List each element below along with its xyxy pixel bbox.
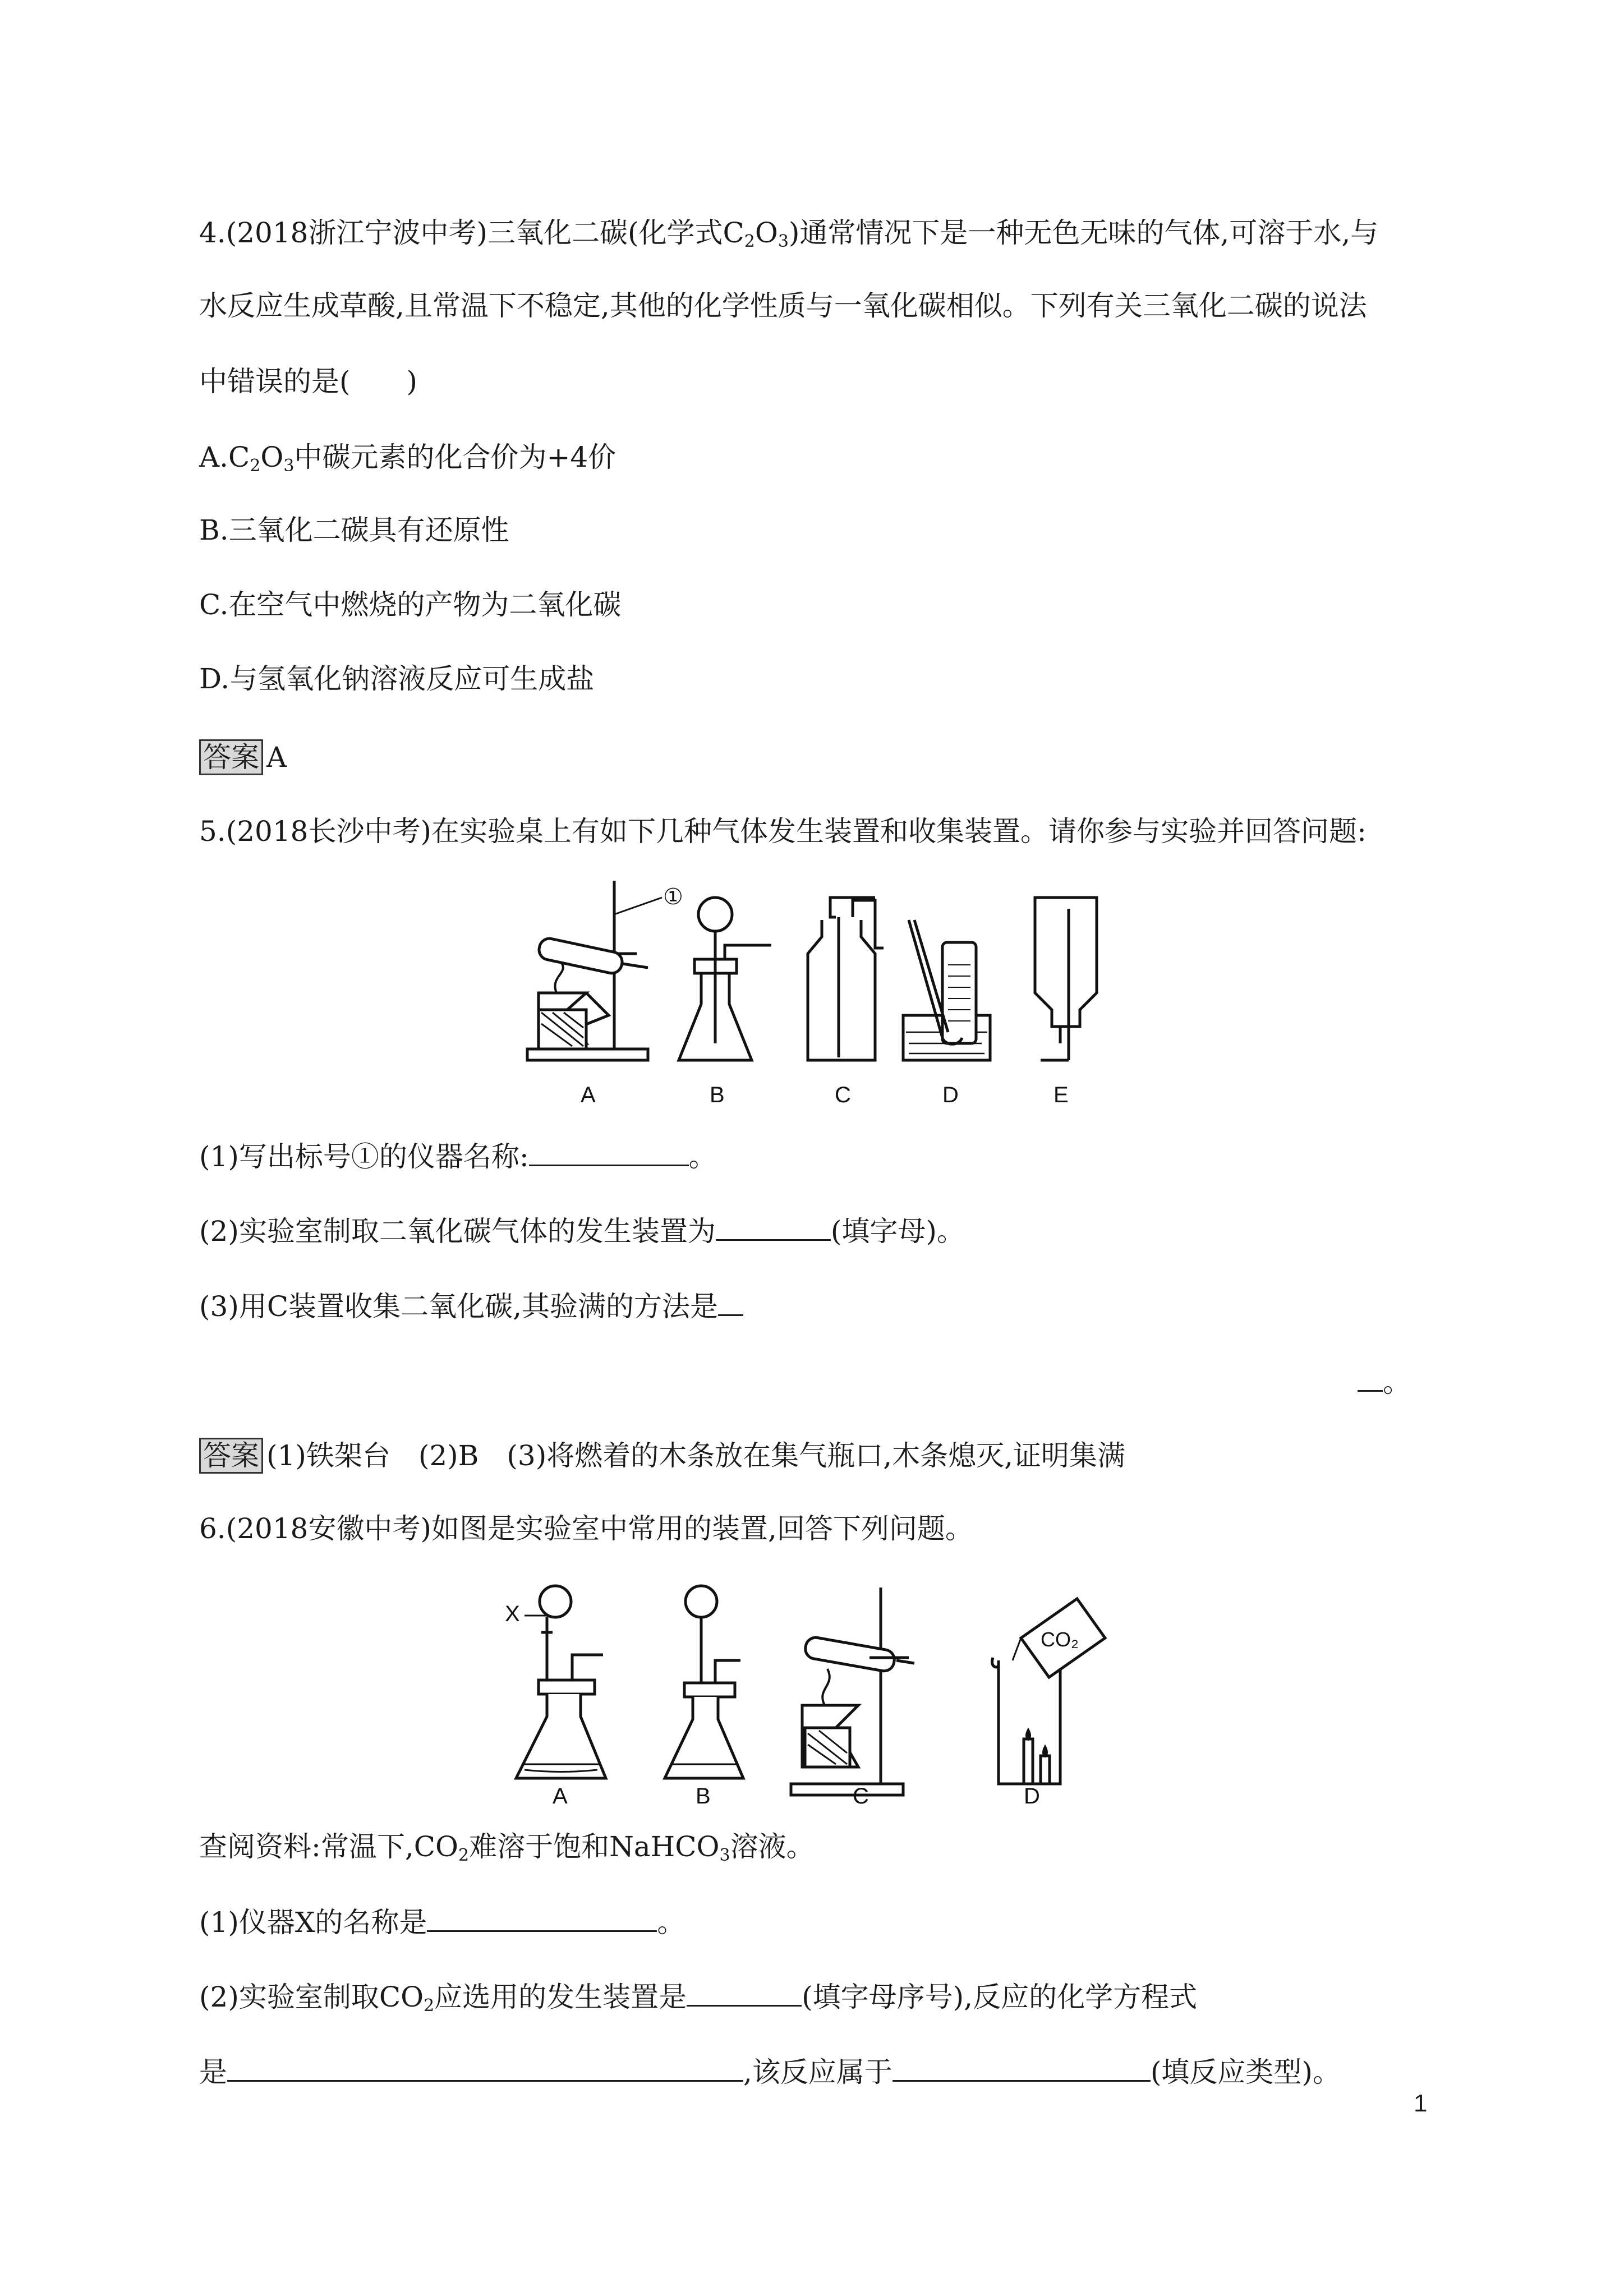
page-number: 1 xyxy=(1414,2090,1428,2117)
q6-info: 查阅资料:常温下$,CO_2$难溶于饱和NaHCO$_3$溶液。 xyxy=(199,1830,815,1865)
fig5-label-d: D xyxy=(942,1083,959,1107)
q5-blank-2[interactable] xyxy=(716,1213,831,1241)
fig5-label-b: B xyxy=(710,1083,725,1107)
q6-stem: 6.(2018安徽中考)如图是实验室中常用的装置,回答下列问题。 xyxy=(199,1512,973,1545)
q6-blank-1[interactable] xyxy=(427,1904,657,1932)
q5-blank-3-end[interactable] xyxy=(1358,1364,1383,1392)
q5-part3: (3)用C装置收集二氧化碳,其验满的方法是 xyxy=(199,1289,743,1323)
answer-label: 答案 xyxy=(199,739,263,775)
marker-1: ① xyxy=(663,885,683,909)
q6-blank-3[interactable] xyxy=(227,2054,743,2082)
fig6-label-a: A xyxy=(553,1784,568,1806)
answer-label: 答案 xyxy=(199,1438,263,1474)
q4-option-b: B.三氧化二碳具有还原性 xyxy=(199,514,509,546)
q5-stem: 5.(2018长沙中考)在实验桌上有如下几种气体发生装置和收集装置。请你参与实验并回答问题: xyxy=(199,815,1367,848)
q5-part2: (2)实验室制取二氧化碳气体的发生装置为 (填字母)。 xyxy=(199,1213,965,1248)
fig6-label-b: B xyxy=(696,1784,711,1806)
q4-stem-line2: 水反应生成草酸,且常温下不稳定,其他的化学性质与一氧化碳相似。下列有关三氧化二碳的说法 xyxy=(199,289,1367,322)
q5-part1: (1)写出标号①的仪器名称: 。 xyxy=(199,1139,717,1174)
q5-blank-1[interactable] xyxy=(529,1139,689,1166)
q5-part3-end: 。 xyxy=(1358,1364,1411,1399)
fig6-label-c: C xyxy=(853,1784,869,1806)
q5-blank-3[interactable] xyxy=(718,1289,743,1316)
fig5-label-e: E xyxy=(1053,1083,1069,1107)
q4-stem-line3: 中错误的是( ) xyxy=(199,365,418,398)
q6-part1: (1)仪器X的名称是 。 xyxy=(199,1904,685,1939)
q4-stem-line1: 4.(2018浙江宁波中考)三氧化二碳(化学式$C_2O_3$)通常情况下是一种无色无味的气体,可溶于水,与 xyxy=(199,217,1379,251)
q5-answer: 答案 (1)铁架台 (2)B (3)将燃着的木条放在集气瓶口,木条熄灭,证明集满 xyxy=(199,1438,1125,1474)
q6-part3: 是 ,该反应属于 (填反应类型)。 xyxy=(199,2054,1341,2089)
fig5-label-a: A xyxy=(581,1083,596,1107)
q4-option-a: $A.C_2O_3$中碳元素的化合价为+4价 xyxy=(199,441,617,476)
q6-blank-2[interactable] xyxy=(687,1979,802,2007)
q4-option-c: C.在空气中燃烧的产物为二氧化碳 xyxy=(199,588,622,621)
fig6-co2-label: CO₂ xyxy=(1041,1628,1079,1651)
q4-option-d: D.与氢氧化钠溶液反应可生成盐 xyxy=(199,662,595,695)
q5-figure xyxy=(516,875,1156,1111)
q6-part2: (2)实验室制取$CO_2$应选用的发生装置是 (填字母序号),反应的化学方程式 xyxy=(199,1979,1197,2023)
fig5-label-c: C xyxy=(835,1083,851,1107)
q6-figure xyxy=(494,1576,1144,1806)
q6-blank-4[interactable] xyxy=(892,2054,1151,2082)
q4-answer: 答案 A xyxy=(199,739,287,775)
fig6-label-d: D xyxy=(1024,1784,1040,1806)
fig6-label-x: X xyxy=(505,1602,520,1626)
